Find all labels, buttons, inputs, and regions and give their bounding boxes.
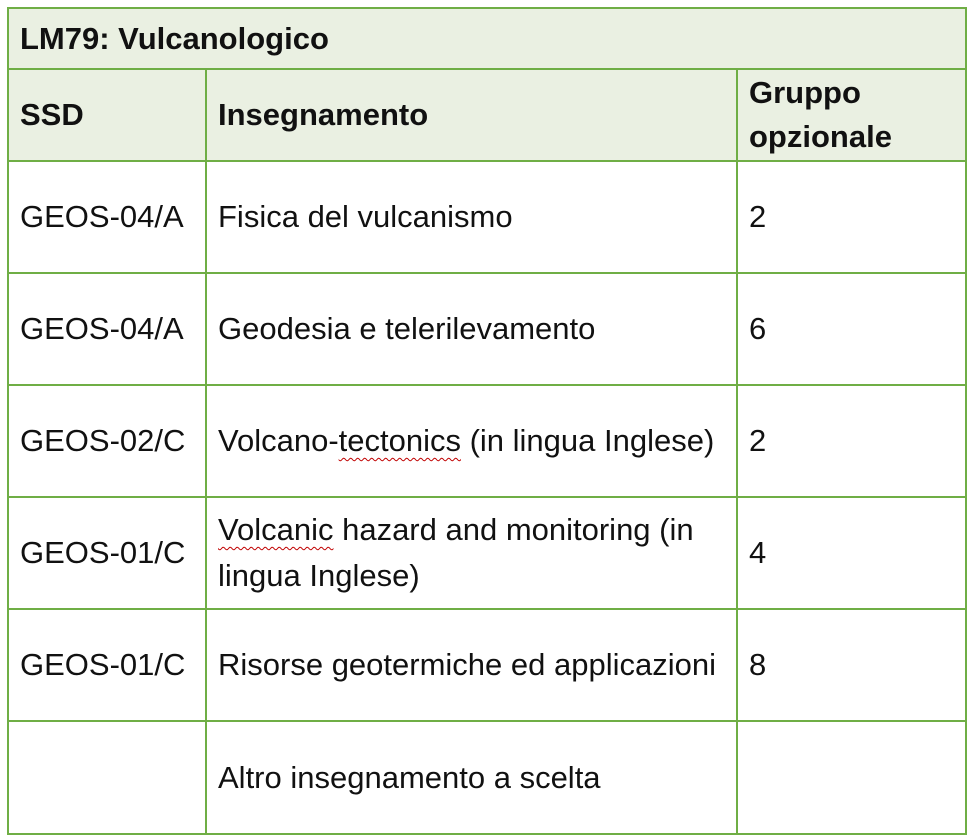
cell-group bbox=[737, 721, 966, 834]
table-header-row bbox=[8, 69, 966, 161]
cell-course: Altro insegnamento a scelta bbox=[206, 721, 737, 834]
cell-ssd bbox=[8, 721, 206, 834]
cell-ssd: GEOS-04/A bbox=[8, 161, 206, 273]
cell-group: 6 bbox=[737, 273, 966, 385]
header-group: Gruppo opzionale bbox=[737, 69, 966, 161]
cell-group: 2 bbox=[737, 385, 966, 497]
cell-group: 2 bbox=[737, 161, 966, 273]
course-text-part: hazard and monitoring (in lingua Inglese) bbox=[218, 512, 694, 593]
cell-course bbox=[206, 497, 737, 609]
course-text-part: Volcano- bbox=[218, 423, 339, 458]
cell-course bbox=[206, 385, 737, 497]
table-row bbox=[8, 273, 966, 385]
table-row bbox=[8, 721, 966, 834]
cell-course: Geodesia e telerilevamento bbox=[206, 273, 737, 385]
table-row bbox=[8, 385, 966, 497]
table-row bbox=[8, 609, 966, 721]
spellcheck-word: Volcanic bbox=[218, 512, 334, 547]
table-row bbox=[8, 161, 966, 273]
cell-ssd: GEOS-04/A bbox=[8, 273, 206, 385]
cell-course: Risorse geotermiche ed applicazioni bbox=[206, 609, 737, 721]
cell-course: Fisica del vulcanismo bbox=[206, 161, 737, 273]
cell-ssd: GEOS-01/C bbox=[8, 497, 206, 609]
course-text-part: (in lingua Inglese) bbox=[460, 423, 715, 458]
course-table bbox=[7, 7, 967, 835]
spellcheck-word: tectonics bbox=[338, 423, 461, 458]
table-title: LM79: Vulcanologico bbox=[8, 8, 966, 69]
cell-ssd: GEOS-01/C bbox=[8, 609, 206, 721]
cell-group: 4 bbox=[737, 497, 966, 609]
header-course: Insegnamento bbox=[206, 69, 737, 161]
table-title-row bbox=[8, 8, 966, 69]
cell-ssd: GEOS-02/C bbox=[8, 385, 206, 497]
header-ssd: SSD bbox=[8, 69, 206, 161]
table-row bbox=[8, 497, 966, 609]
cell-group: 8 bbox=[737, 609, 966, 721]
